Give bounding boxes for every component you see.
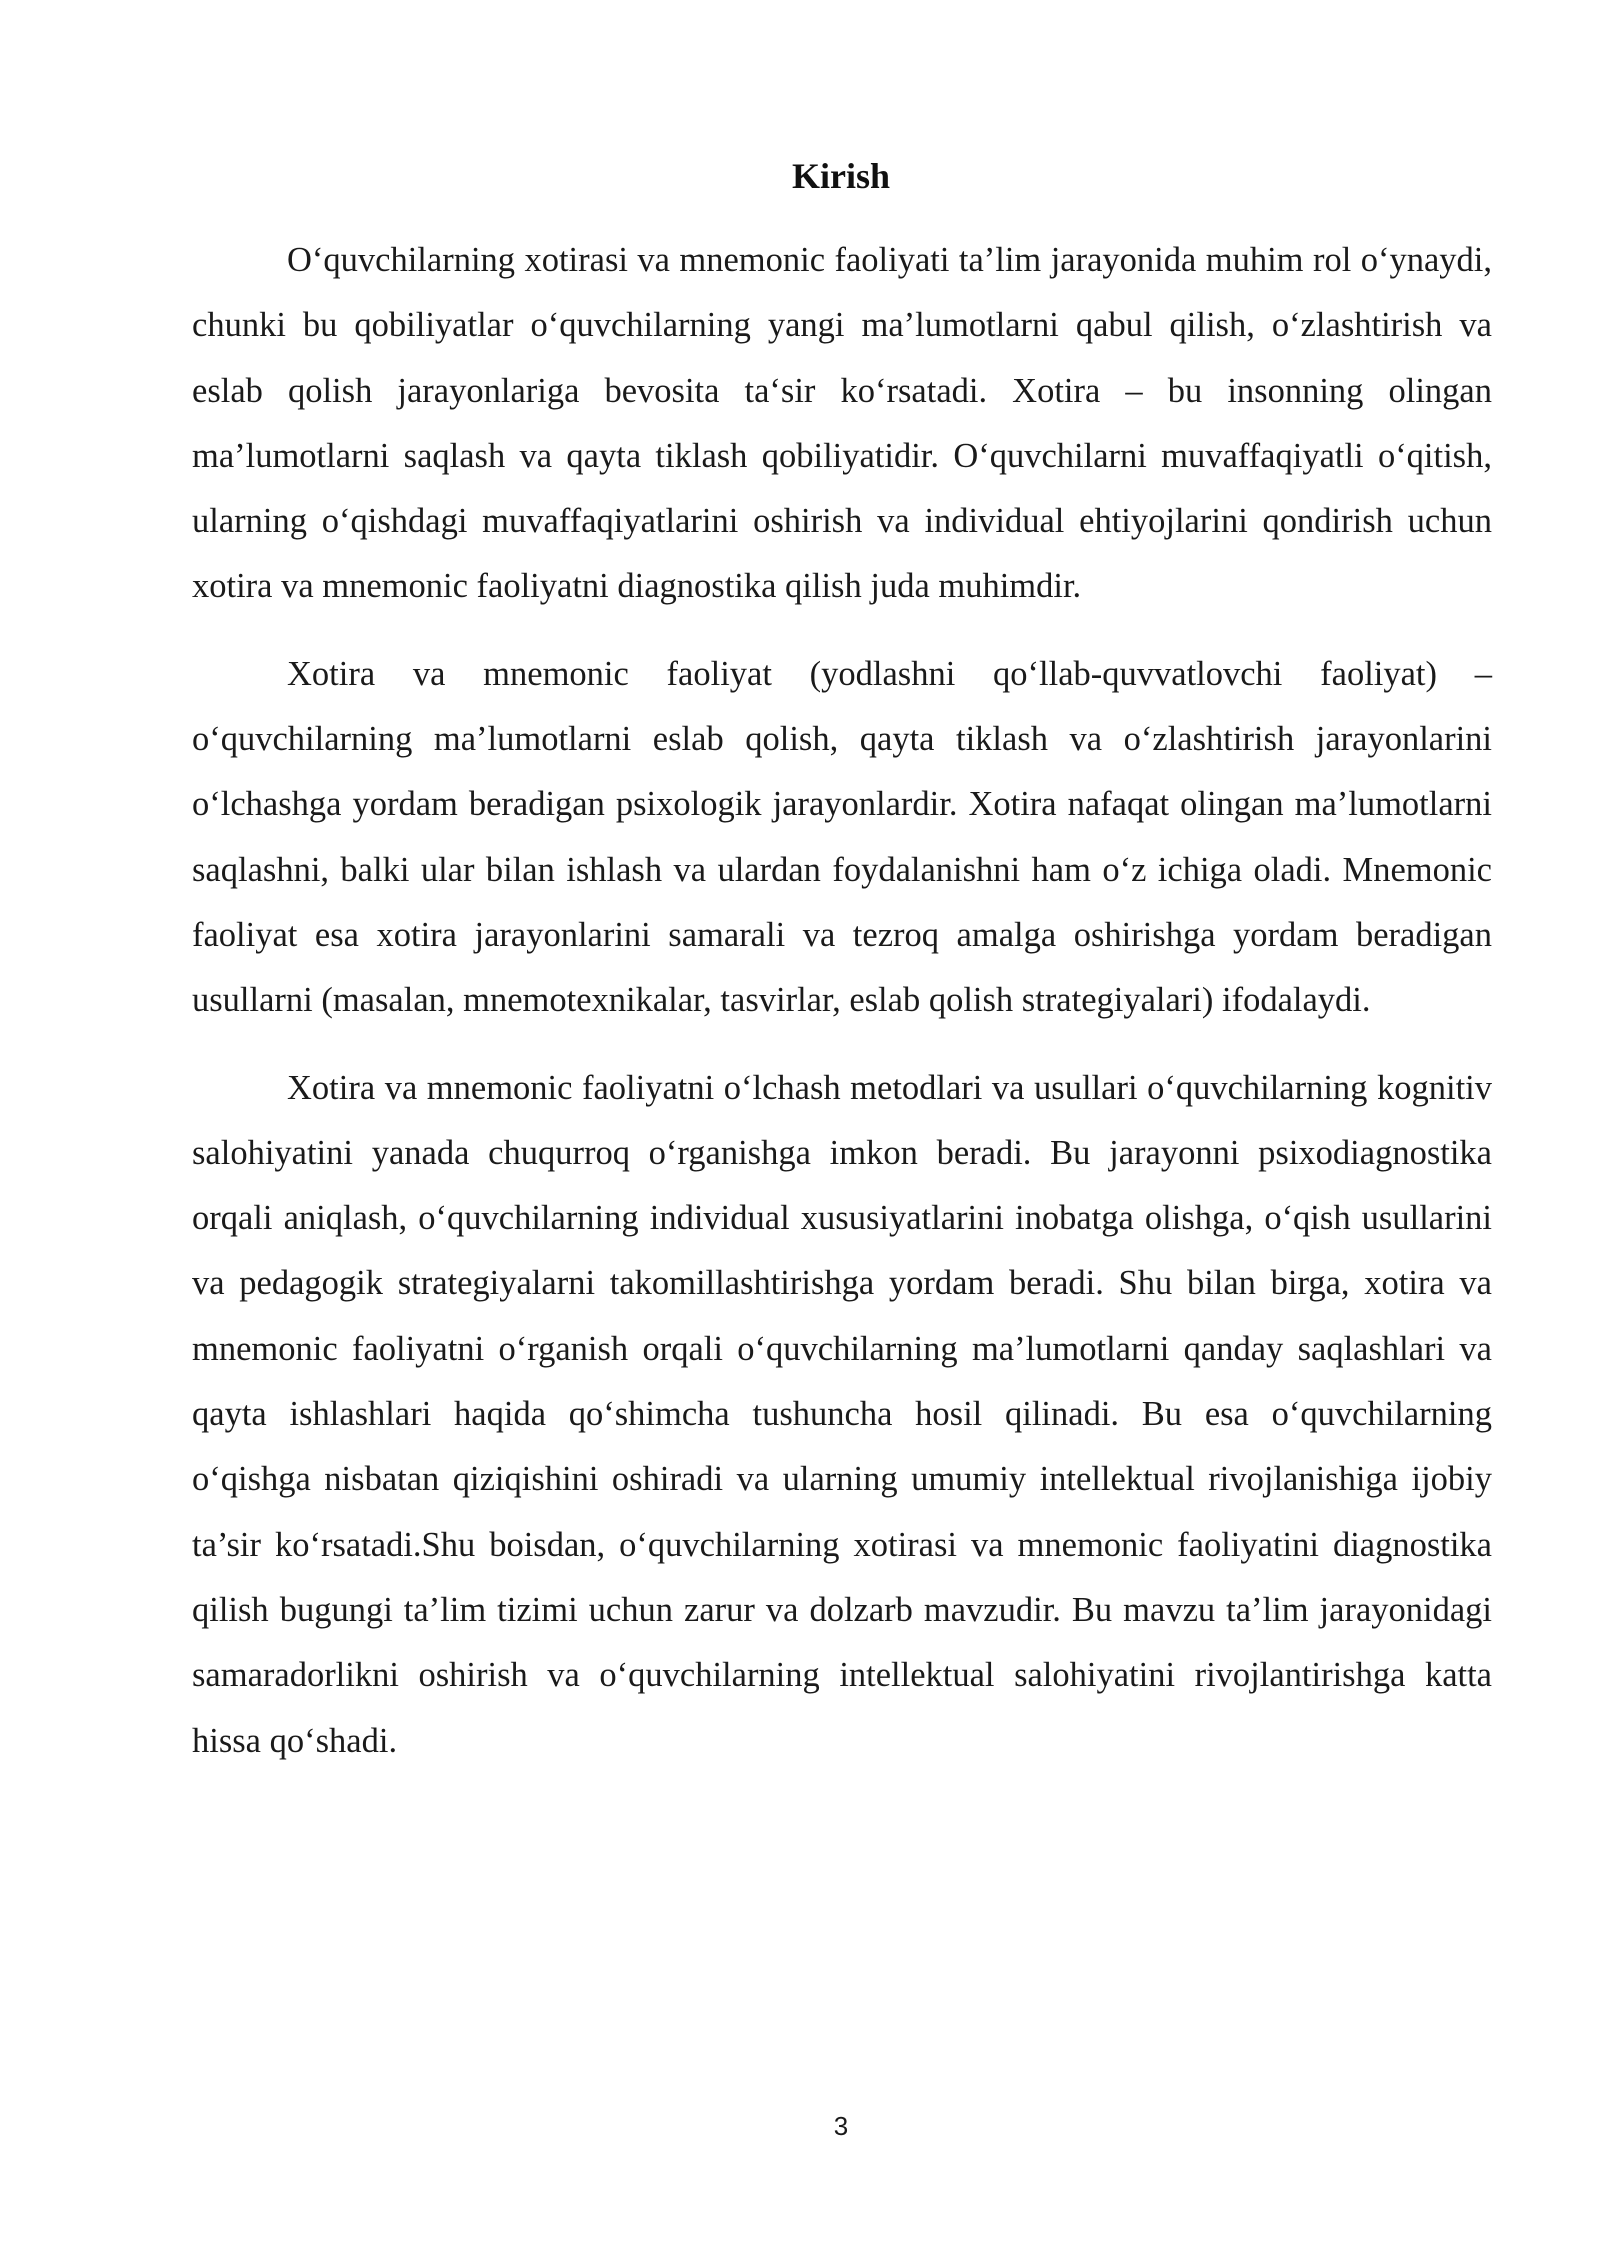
page-title: Kirish: [791, 156, 890, 196]
body-text: [192, 228, 1492, 1796]
paragraph-1: O‘quvchilarning xotirasi va mnemonic faoliyati ta’lim jarayonida muhim rol o‘ynaydi, chunki bu qobiliyatlar o‘quvchilarning yangi ma’lumotlarni qabul qilish, o‘zlashtirish va eslab qolish jarayonlariga bevosita ta‘sir ko‘rsatadi. Xotira – bu insonning olingan ma’lumotlarni saqlash va qayta tiklash qobiliyatidir. O‘quvchilarni muvaffaqiyatli o‘qitish, ularning o‘qishdagi muvaffaqiyatlarini oshirish va individual ehtiyojlarini qondirish uchun xotira va mnemonic faoliyatni diagnostika qilish juda muhimdir.: [192, 241, 1492, 606]
paragraph-2: Xotira va mnemonic faoliyat (yodlashni qo‘llab-quvvatlovchi faoliyat) – o‘quvchilarning ma’lumotlarni eslab qolish, qayta tiklash va o‘zlashtirish jarayonlarini o‘lchashga yordam beradigan psixologik jarayonlardir. Xotira nafaqat olingan ma’lumotlarni saqlashni, balki ular bilan ishlash va ulardan foydalanishni ham o‘z ichiga oladi. Mnemonic faoliyat esa xotira jarayonlarini samarali va tezroq amalga oshirishga yordam beradigan usullarni (masalan, mnemotexnikalar, tasvirlar, eslab qolish strategiyalari) ifodalaydi.: [192, 654, 1492, 1020]
page-number: 3: [833, 2111, 849, 2141]
paragraph-3: Xotira va mnemonic faoliyatni o‘lchash metodlari va usullari o‘quvchilarning kognitiv salohiyatini yanada chuqurroq o‘rganishga imkon beradi. Bu jarayonni psixodiagnostika orqali aniqlash, o‘quvchilarning individual xususiyatlarini inobatga olishga, o‘qish usullarini va pedagogik strategiyalarni takomillashtirishga yordam beradi. Shu bilan birga, xotira va mnemonic faoliyatni o‘rganish orqali o‘quvchilarning ma’lumotlarni qanday saqlashlari va qayta ishlashlari haqida qo‘shimcha tushuncha hosil qilinadi. Bu esa o‘quvchilarning o‘qishga nisbatan qiziqishini oshiradi va ularning umumiy intellektual rivojlanishiga ijobiy ta’sir ko‘rsatadi.Shu boisdan, o‘quvchilarning xotirasi va mnemonic faoliyatini diagnostika qilish bugungi ta’lim tizimi uchun zarur va dolzarb mavzudir. Bu mavzu ta’lim jarayonidagi samaradorlikni oshirish va o‘quvchilarning intellektual salohiyatini rivojlantirishga katta hissa qo‘shadi.: [192, 1068, 1492, 1760]
